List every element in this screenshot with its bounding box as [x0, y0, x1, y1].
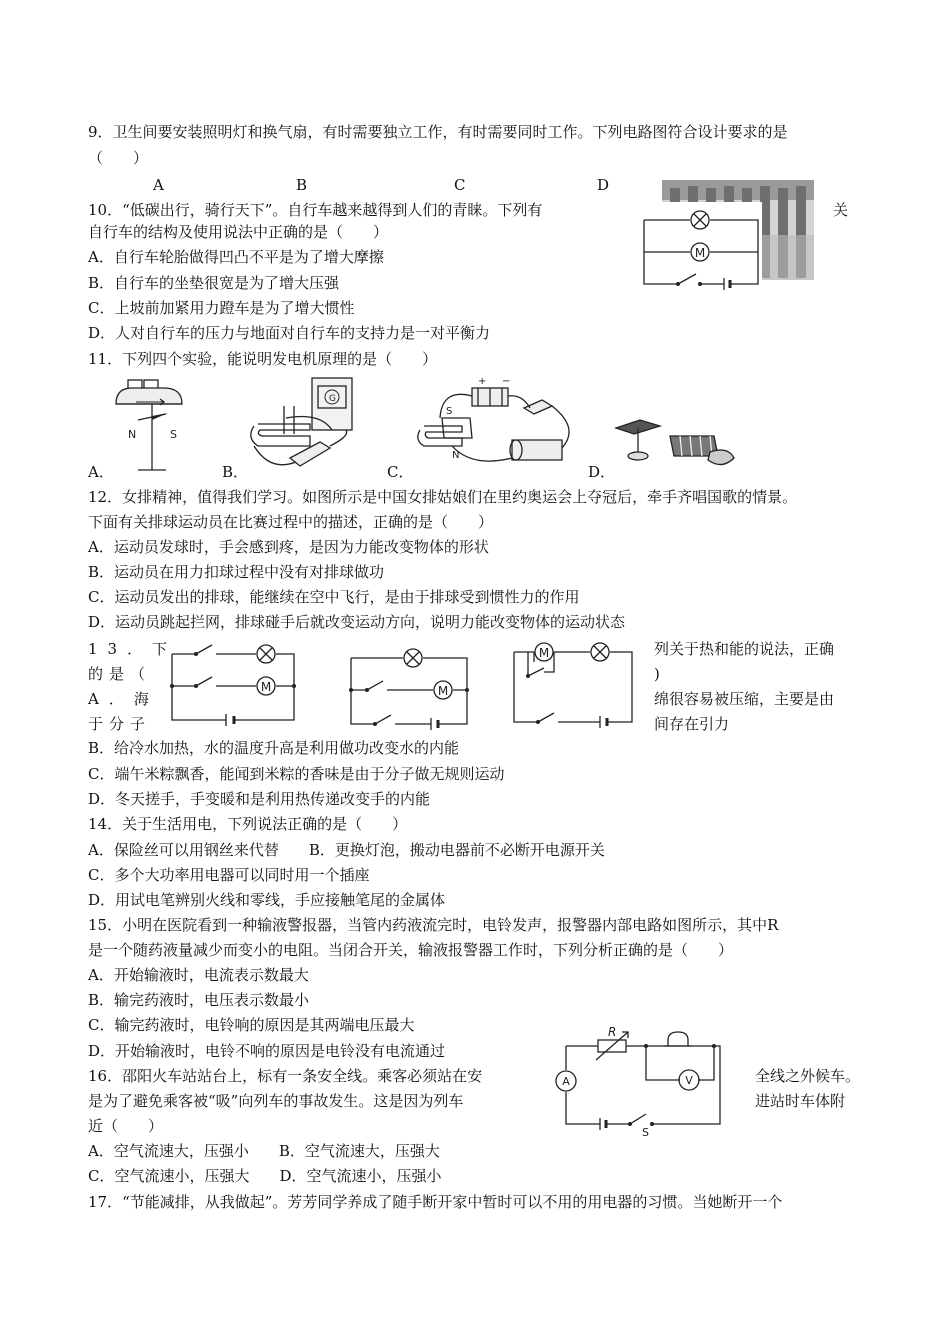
q11-label-d: D．: [588, 463, 616, 481]
q15-alarm-circuit-figure: [546, 1026, 746, 1136]
q13-right-line3: 绵很容易被压缩，主要是由: [654, 690, 835, 708]
svg-text:M: M: [437, 684, 449, 698]
q10-stem-line2: 自行车的结构及使用说法中正确的是（ ）: [88, 223, 389, 241]
q11-figure-b-induction: [240, 376, 370, 476]
q16-left-line2: 是为了避免乘客被“吸”向列车的事故发生。这是因为列车: [88, 1092, 464, 1110]
q16-option-ab: A．空气流速大，压强小 B．空气流速大，压强大: [88, 1142, 440, 1160]
q16-right-line1: 全线之外候车。: [755, 1067, 861, 1085]
q9-label-d: D: [597, 176, 610, 194]
q13-left-line1: 13．下: [88, 640, 178, 658]
q13-right-line2: ): [654, 665, 660, 683]
q15-r-label: R: [608, 1026, 617, 1039]
q14-option-d: D．用试电笔辨别火线和零线，手应接触笔尾的金属体: [88, 891, 446, 909]
q15-switch-label: S: [642, 1126, 649, 1136]
q9-label-c: C: [454, 176, 466, 194]
svg-text:M: M: [260, 680, 272, 694]
q15-ammeter-label: A: [562, 1075, 570, 1088]
q11-stem: 11．下列四个实验，能说明发电机原理的是（ ）: [88, 350, 438, 368]
q13-option-b: B．给冷水加热，水的温度升高是利用做功改变水的内能: [88, 739, 460, 757]
q16-right-line2: 进站时车体附: [755, 1092, 846, 1110]
q15-option-d: D．开始输液时，电铃不响的原因是电铃没有电流通过: [88, 1042, 446, 1060]
q10-option-a: A．自行车轮胎做得凹凸不平是为了增大摩擦: [88, 248, 384, 266]
q9-circuit-c-figure: [508, 642, 638, 728]
q9-circuit-d-figure: [640, 180, 820, 290]
q9-circuit-b-figure: [345, 646, 473, 730]
q10-option-c: C．上坡前加紧用力蹬车是为了增大惯性: [88, 299, 355, 317]
q11-c-s-label: S: [446, 406, 453, 417]
q11-label-c: C．: [387, 463, 414, 481]
q15-option-c: C．输完药液时，电铃响的原因是其两端电压最大: [88, 1016, 415, 1034]
q16-left-line3: 近（ ）: [88, 1117, 164, 1135]
q13-option-d: D．冬天搓手，手变暖和是利用热传递改变手的内能: [88, 790, 431, 808]
q9-label-a: A: [153, 176, 164, 194]
q15-stem-line2: 是一个随药液量减少而变小的电阻。当闭合开关，输液报警器工作时，下列分析正确的是（ ）: [88, 941, 734, 959]
q11-a-n-label: N: [128, 428, 137, 441]
q13-option-c: C．端午米粽飘香，能闻到米粽的香味是由于分子做无规则运动: [88, 765, 505, 783]
q11-c-minus-label: −: [502, 378, 511, 387]
q10-option-b: B．自行车的坐垫很宽是为了增大压强: [88, 274, 340, 292]
q9-label-b: B: [296, 176, 308, 194]
q12-option-c: C．运动员发出的排球，能继续在空中飞行，是由于排球受到惯性力的作用: [88, 588, 580, 606]
q11-c-plus-label: +: [478, 378, 487, 387]
q11-figure-c-motor: [412, 378, 582, 478]
q15-voltmeter-label: V: [685, 1074, 693, 1087]
q12-option-a: A．运动员发球时，手会感到疼，是因为力能改变物体的形状: [88, 538, 489, 556]
q15-stem-line1: 15．小明在医院看到一种输液警报器，当管内药液流完时，电铃发声，报警器内部电路如图所示，其中R: [88, 916, 779, 934]
q11-figure-a-oersted: [108, 374, 218, 478]
q13-left-line4: 于分子: [88, 715, 152, 733]
q14-option-ab: A．保险丝可以用钢丝来代替 B．更换灯泡，搬动电器前不必断开电源开关: [88, 841, 605, 859]
q15-option-a: A．开始输液时，电流表示数最大: [88, 966, 309, 984]
q16-option-cd: C．空气流速小，压强大 D．空气流速小，压强小: [88, 1167, 442, 1185]
q13-left-line3: A．海: [88, 690, 159, 708]
q14-stem: 14．关于生活用电，下列说法正确的是（ ）: [88, 815, 408, 833]
q13-left-line2: 的是（: [88, 665, 152, 683]
q11-a-s-label: S: [170, 428, 177, 441]
q14-option-c: C．多个大功率用电器可以同时用一个插座: [88, 866, 370, 884]
q13-right-line1: 列关于热和能的说法，正确: [654, 640, 835, 658]
q9-stem-line1: 9．卫生间要安装照明灯和换气扇，有时需要独立工作，有时需要同时工作。下列电路图符合设计要求的是: [88, 123, 788, 141]
q12-option-d: D．运动员跳起拦网，排球碰手后就改变运动方向，说明力能改变物体的运动状态: [88, 613, 626, 631]
q11-label-a: A．: [88, 463, 114, 481]
q13-right-line4: 间存在引力: [654, 715, 730, 733]
q15-option-b: B．输完药液时，电压表示数最小: [88, 991, 310, 1009]
q10-stem-tail: 关: [833, 201, 849, 219]
q9-circuit-a-figure: [166, 642, 300, 730]
q12-stem-line1: 12．女排精神，值得我们学习。如图所示是中国女排姑娘们在里约奥运会上夺冠后，牵手齐唱国歌的情景。: [88, 488, 798, 506]
q16-left-line1: 16．邵阳火车站站台上，标有一条安全线。乘客必须站在安: [88, 1067, 483, 1085]
q12-stem-line2: 下面有关排球运动员在比赛过程中的描述，正确的是（ ）: [88, 513, 494, 531]
q9-stem-line2: （ ）: [88, 149, 149, 167]
q11-c-n-label: N: [452, 450, 460, 461]
q11-figure-d-electromagnet: [610, 412, 740, 472]
q17-stem: 17．“节能减排，从我做起”。芳芳同学养成了随手断开家中暂时可以不用的用电器的习惯。当她断开一个: [88, 1193, 783, 1211]
svg-text:M: M: [538, 646, 550, 660]
q12-option-b: B．运动员在用力扣球过程中没有对排球做功: [88, 563, 385, 581]
q11-label-b: B．: [222, 463, 249, 481]
q10-stem-line1: 10．“低碳出行，骑行天下”。自行车越来越得到人们的青睐。下列有: [88, 201, 543, 219]
svg-text:M: M: [694, 246, 706, 260]
q10-option-d: D．人对自行车的压力与地面对自行车的支持力是一对平衡力: [88, 324, 491, 342]
q11-b-g-label: G: [329, 394, 336, 404]
